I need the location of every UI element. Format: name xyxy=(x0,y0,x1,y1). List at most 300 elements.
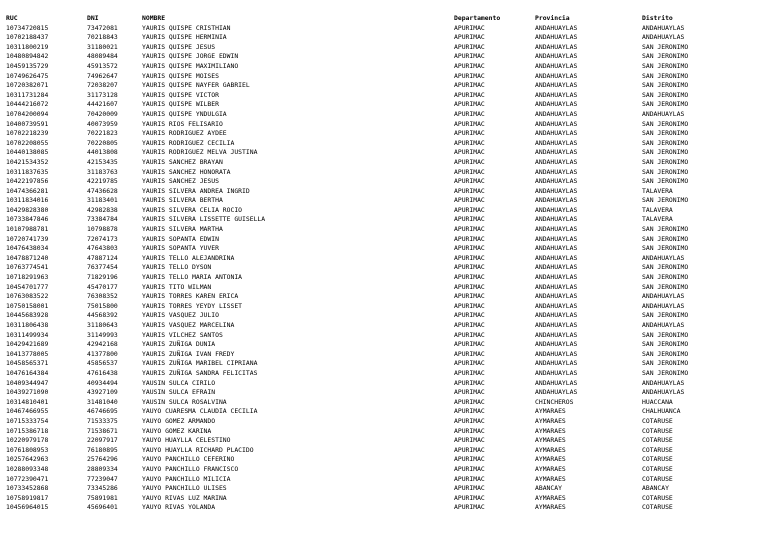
dni-cell: 31173128 xyxy=(87,90,118,99)
nombre-cell: YAURIS TELLO DYSON xyxy=(142,263,212,272)
distrito-cell: ANDAHUAYLAS xyxy=(642,33,685,42)
ruc-cell: 10476438034 xyxy=(6,244,49,253)
table-row xyxy=(6,187,756,197)
distrito-cell: SAN JERONIMO xyxy=(642,119,689,128)
dni-cell: 31481040 xyxy=(87,397,118,406)
dni-cell: 43927109 xyxy=(87,388,118,397)
departamento-cell: APURIMAC xyxy=(454,301,485,310)
dni-cell: 73384784 xyxy=(87,215,118,224)
departamento-cell: APURIMAC xyxy=(454,416,485,425)
distrito-cell: SAN JERONIMO xyxy=(642,42,689,51)
nombre-cell: YAURIS TELLO MARIA ANTONIA xyxy=(142,273,243,282)
provincia-cell: ANDAHUAYLAS xyxy=(535,244,578,253)
nombre-cell: YAURIS TITO WILMAN xyxy=(142,282,212,291)
ruc-cell: 10257642963 xyxy=(6,455,49,464)
departamento-cell: APURIMAC xyxy=(454,33,485,42)
table-row xyxy=(6,263,756,273)
distrito-cell: SAN JERONIMO xyxy=(642,52,689,61)
provincia-cell: ANDAHUAYLAS xyxy=(535,186,578,195)
nombre-cell: YAURIS QUISPE MAXIMILIANO xyxy=(142,61,239,70)
departamento-cell: APURIMAC xyxy=(454,464,485,473)
table-row xyxy=(6,110,756,120)
table-row xyxy=(6,72,756,82)
nombre-cell: YAURIS SANCHEZ BRAYAN xyxy=(142,157,223,166)
ruc-cell: 10720382071 xyxy=(6,81,49,90)
ruc-cell: 10715333754 xyxy=(6,416,49,425)
table-row xyxy=(6,215,756,225)
dni-cell: 31180643 xyxy=(87,321,118,329)
nombre-cell: YAURIS QUISPE CRISTHIAN xyxy=(142,23,231,32)
ruc-cell: 10476164384 xyxy=(6,368,49,377)
nombre-cell: YAUYO PANCHILLO FRANCISCO xyxy=(142,464,239,473)
ruc-cell: 10444216072 xyxy=(6,100,49,109)
dni-cell: 44013808 xyxy=(87,148,118,157)
table-row xyxy=(6,465,756,475)
distrito-cell: SAN JERONIMO xyxy=(642,234,689,243)
distrito-cell: COTARUSE xyxy=(642,474,673,483)
ruc-cell: 10704200094 xyxy=(6,109,49,118)
ruc-cell: 10413778005 xyxy=(6,349,49,358)
nombre-cell: YAURIS ZUÑIGA DUNIA xyxy=(142,340,216,349)
distrito-cell: HUACCANA xyxy=(642,397,673,406)
ruc-cell: 10750158001 xyxy=(6,301,49,310)
table-body xyxy=(6,24,756,513)
table-row xyxy=(6,494,756,504)
dni-cell: 45696401 xyxy=(87,503,118,512)
provincia-cell: AYMARAES xyxy=(535,493,566,502)
dni-cell: 76377454 xyxy=(87,263,118,272)
header-ruc: RUC xyxy=(6,14,18,22)
provincia-cell: ANDAHUAYLAS xyxy=(535,225,578,234)
distrito-cell: SAN JERONIMO xyxy=(642,340,689,349)
distrito-cell: SAN JERONIMO xyxy=(642,138,689,147)
ruc-cell: 10409344947 xyxy=(6,378,49,387)
nombre-cell: YAURIS ZUÑIGA SANDRA FELICITAS xyxy=(142,368,258,377)
departamento-cell: APURIMAC xyxy=(454,263,485,272)
ruc-cell: 10311800219 xyxy=(6,42,49,51)
provincia-cell: AYMARAES xyxy=(535,416,566,425)
ruc-cell: 10314810401 xyxy=(6,397,49,406)
provincia-cell: ANDAHUAYLAS xyxy=(535,148,578,157)
header-departamento: Departamento xyxy=(454,14,501,22)
provincia-cell: ANDAHUAYLAS xyxy=(535,301,578,310)
nombre-cell: YAURIS RIOS FELISARIO xyxy=(142,119,223,128)
ruc-cell: 10429421689 xyxy=(6,340,49,349)
departamento-cell: APURIMAC xyxy=(454,253,485,262)
departamento-cell: APURIMAC xyxy=(454,81,485,90)
ruc-cell: 10439271090 xyxy=(6,388,49,397)
nombre-cell: YAURIS RODRIGUEZ MELVA JUSTINA xyxy=(142,148,258,157)
distrito-cell: COTARUSE xyxy=(642,455,673,464)
provincia-cell: AYMARAES xyxy=(535,426,566,435)
table-row xyxy=(6,139,756,149)
table-row xyxy=(6,283,756,293)
provincia-cell: ANDAHUAYLAS xyxy=(535,119,578,128)
provincia-cell: ANDAHUAYLAS xyxy=(535,81,578,90)
ruc-cell: 10458565371 xyxy=(6,359,49,368)
ruc-cell: 10220979178 xyxy=(6,436,49,445)
dni-cell: 45856537 xyxy=(87,359,118,368)
departamento-cell: APURIMAC xyxy=(454,378,485,387)
ruc-cell: 10718291963 xyxy=(6,273,49,282)
provincia-cell: ANDAHUAYLAS xyxy=(535,167,578,176)
provincia-cell: ANDAHUAYLAS xyxy=(535,359,578,368)
distrito-cell: COTARUSE xyxy=(642,503,673,512)
departamento-cell: APURIMAC xyxy=(454,292,485,301)
nombre-cell: YAURIS RODRIGUEZ CECILIA xyxy=(142,138,235,147)
nombre-cell: YAURIS QUISPE MOISES xyxy=(142,71,219,80)
distrito-cell: SAN JERONIMO xyxy=(642,129,689,138)
nombre-cell: YAUSIN SULCA CIRILO xyxy=(142,378,216,387)
dni-cell: 70221823 xyxy=(87,129,118,138)
departamento-cell: APURIMAC xyxy=(454,177,485,186)
table-row xyxy=(6,427,756,437)
provincia-cell: ANDAHUAYLAS xyxy=(535,292,578,301)
nombre-cell: YAURIS ZUÑIGA MARIBEL CIPRIANA xyxy=(142,359,258,368)
nombre-cell: YAURIS QUISPE VICTOR xyxy=(142,90,219,99)
table-row xyxy=(6,359,756,369)
distrito-cell: COTARUSE xyxy=(642,426,673,435)
provincia-cell: AYMARAES xyxy=(535,455,566,464)
table-row xyxy=(6,43,756,53)
nombre-cell: YAURIS SOPANTA EDWIN xyxy=(142,234,219,243)
table-row xyxy=(6,244,756,254)
dni-cell: 40934494 xyxy=(87,378,118,387)
table-row xyxy=(6,52,756,62)
departamento-cell: APURIMAC xyxy=(454,61,485,70)
table-row xyxy=(6,407,756,417)
ruc-cell: 10478871240 xyxy=(6,253,49,262)
dni-cell: 31183763 xyxy=(87,167,118,176)
departamento-cell: APURIMAC xyxy=(454,426,485,435)
provincia-cell: ANDAHUAYLAS xyxy=(535,138,578,147)
distrito-cell: SAN JERONIMO xyxy=(642,225,689,234)
distrito-cell: TALAVERA xyxy=(642,186,673,195)
table-row xyxy=(6,311,756,321)
distrito-cell: SAN JERONIMO xyxy=(642,81,689,90)
dni-cell: 76180895 xyxy=(87,445,118,454)
departamento-cell: APURIMAC xyxy=(454,359,485,368)
dni-cell: 40073959 xyxy=(87,119,118,128)
departamento-cell: APURIMAC xyxy=(454,484,485,493)
distrito-cell: SAN JERONIMO xyxy=(642,61,689,70)
nombre-cell: YAUSIN SULCA EFRAIN xyxy=(142,388,216,397)
nombre-cell: YAURIS QUISPE WILBER xyxy=(142,100,219,109)
departamento-cell: APURIMAC xyxy=(454,148,485,157)
nombre-cell: YAURIS SILVERA BERTHA xyxy=(142,196,223,205)
departamento-cell: APURIMAC xyxy=(454,445,485,454)
table-row xyxy=(6,148,756,158)
ruc-cell: 10440138085 xyxy=(6,148,49,157)
dni-cell: 48089484 xyxy=(87,52,118,61)
dni-cell: 46746695 xyxy=(87,407,118,416)
table-row xyxy=(6,436,756,446)
provincia-cell: ANDAHUAYLAS xyxy=(535,129,578,138)
table-header-row xyxy=(6,14,756,24)
dni-cell: 42982838 xyxy=(87,205,118,214)
nombre-cell: YAURIS TORRES KAREN ERICA xyxy=(142,292,239,301)
distrito-cell: ANDAHUAYLAS xyxy=(642,109,685,118)
distrito-cell: ANDAHUAYLAS xyxy=(642,292,685,301)
table-row xyxy=(6,196,756,206)
departamento-cell: APURIMAC xyxy=(454,138,485,147)
dni-cell: 44421607 xyxy=(87,100,118,109)
table-row xyxy=(6,302,756,312)
distrito-cell: CHALHUANCA xyxy=(642,407,681,416)
dni-cell: 76308352 xyxy=(87,292,118,301)
provincia-cell: AYMARAES xyxy=(535,474,566,483)
table-row xyxy=(6,484,756,494)
distrito-cell: SAN JERONIMO xyxy=(642,282,689,291)
table-row xyxy=(6,91,756,101)
dni-cell: 77239047 xyxy=(87,474,118,483)
provincia-cell: AYMARAES xyxy=(535,464,566,473)
header-distrito: Distrito xyxy=(642,14,673,22)
ruc-cell: 10763774541 xyxy=(6,263,49,272)
distrito-cell: ANDAHUAYLAS xyxy=(642,321,685,329)
table-row xyxy=(6,235,756,245)
departamento-cell: APURIMAC xyxy=(454,167,485,176)
departamento-cell: APURIMAC xyxy=(454,205,485,214)
nombre-cell: YAURIS TELLO ALEJANDRINA xyxy=(142,253,235,262)
dni-cell: 42942168 xyxy=(87,340,118,349)
ruc-cell: 10288093348 xyxy=(6,464,49,473)
ruc-cell: 10772390471 xyxy=(6,474,49,483)
distrito-cell: SAN JERONIMO xyxy=(642,330,689,339)
departamento-cell: APURIMAC xyxy=(454,282,485,291)
distrito-cell: ANDAHUAYLAS xyxy=(642,388,685,397)
departamento-cell: APURIMAC xyxy=(454,244,485,253)
ruc-cell: 10715386718 xyxy=(6,426,49,435)
departamento-cell: APURIMAC xyxy=(454,273,485,282)
table-row xyxy=(6,292,756,302)
dni-cell: 73345286 xyxy=(87,484,118,493)
departamento-cell: APURIMAC xyxy=(454,397,485,406)
provincia-cell: AYMARAES xyxy=(535,407,566,416)
provincia-cell: ANDAHUAYLAS xyxy=(535,263,578,272)
departamento-cell: APURIMAC xyxy=(454,129,485,138)
nombre-cell: YAURIS ZUÑIGA IVAN FREDY xyxy=(142,349,235,358)
dni-cell: 42219785 xyxy=(87,177,118,186)
nombre-cell: YAURIS QUISPE HERMINIA xyxy=(142,33,227,42)
provincia-cell: ANDAHUAYLAS xyxy=(535,33,578,42)
dni-cell: 70220805 xyxy=(87,138,118,147)
ruc-cell: 10758919817 xyxy=(6,493,49,502)
provincia-cell: AYMARAES xyxy=(535,445,566,454)
distrito-cell: SAN JERONIMO xyxy=(642,167,689,176)
nombre-cell: YAUYO PANCHILLO ULISES xyxy=(142,484,227,493)
nombre-cell: YAURIS SANCHEZ JESUS xyxy=(142,177,219,186)
dni-cell: 71538671 xyxy=(87,426,118,435)
departamento-cell: APURIMAC xyxy=(454,225,485,234)
provincia-cell: ANDAHUAYLAS xyxy=(535,340,578,349)
nombre-cell: YAUYO HUAYLLA RICHARD PLACIDO xyxy=(142,445,254,454)
departamento-cell: APURIMAC xyxy=(454,23,485,32)
records-table xyxy=(6,14,756,513)
distrito-cell: COTARUSE xyxy=(642,445,673,454)
provincia-cell: ANDAHUAYLAS xyxy=(535,177,578,186)
nombre-cell: YAUYO RIVAS LUZ MARINA xyxy=(142,493,227,502)
nombre-cell: YAURIS SILVERA MARTHA xyxy=(142,225,223,234)
nombre-cell: YAUYO PANCHILLO MILICIA xyxy=(142,474,231,483)
dni-cell: 74962647 xyxy=(87,71,118,80)
departamento-cell: APURIMAC xyxy=(454,368,485,377)
dni-cell: 41377800 xyxy=(87,349,118,358)
nombre-cell: YAUYO GOMEZ KARINA xyxy=(142,426,212,435)
dni-cell: 70420009 xyxy=(87,109,118,118)
distrito-cell: SAN JERONIMO xyxy=(642,244,689,253)
table-row xyxy=(6,177,756,187)
departamento-cell: APURIMAC xyxy=(454,215,485,224)
provincia-cell: ANDAHUAYLAS xyxy=(535,61,578,70)
ruc-cell: 10761808953 xyxy=(6,445,49,454)
distrito-cell: SAN JERONIMO xyxy=(642,71,689,80)
provincia-cell: ANDAHUAYLAS xyxy=(535,52,578,61)
nombre-cell: YAURIS QUISPE JORGE EDWIN xyxy=(142,52,239,61)
departamento-cell: APURIMAC xyxy=(454,436,485,445)
dni-cell: 75891981 xyxy=(87,493,118,502)
distrito-cell: SAN JERONIMO xyxy=(642,359,689,368)
distrito-cell: COTARUSE xyxy=(642,493,673,502)
departamento-cell: APURIMAC xyxy=(454,71,485,80)
table-row xyxy=(6,398,756,408)
ruc-cell: 10445683928 xyxy=(6,311,49,320)
departamento-cell: APURIMAC xyxy=(454,388,485,397)
dni-cell: 22097917 xyxy=(87,436,118,445)
table-row xyxy=(6,379,756,389)
departamento-cell: APURIMAC xyxy=(454,349,485,358)
departamento-cell: APURIMAC xyxy=(454,407,485,416)
provincia-cell: AYMARAES xyxy=(535,503,566,512)
nombre-cell: YAUSIN SULCA ROSALVINA xyxy=(142,397,227,406)
dni-cell: 70218843 xyxy=(87,33,118,42)
distrito-cell: SAN JERONIMO xyxy=(642,273,689,282)
ruc-cell: 10311837635 xyxy=(6,167,49,176)
nombre-cell: YAURIS QUISPE YNDULGIA xyxy=(142,109,227,118)
distrito-cell: TALAVERA xyxy=(642,205,673,214)
ruc-cell: 10421534352 xyxy=(6,157,49,166)
table-row xyxy=(6,369,756,379)
ruc-cell: 10311834016 xyxy=(6,196,49,205)
departamento-cell: APURIMAC xyxy=(454,321,485,329)
table-row xyxy=(6,81,756,91)
distrito-cell: ABANCAY xyxy=(642,484,669,493)
distrito-cell: COTARUSE xyxy=(642,464,673,473)
departamento-cell: APURIMAC xyxy=(454,340,485,349)
departamento-cell: APURIMAC xyxy=(454,330,485,339)
dni-cell: 28809334 xyxy=(87,464,118,473)
table-row xyxy=(6,168,756,178)
dni-cell: 73472081 xyxy=(87,23,118,32)
dni-cell: 44568392 xyxy=(87,311,118,320)
dni-cell: 71533375 xyxy=(87,416,118,425)
distrito-cell: ANDAHUAYLAS xyxy=(642,23,685,32)
header-provincia: Provincia xyxy=(535,14,570,22)
table-row xyxy=(6,503,756,513)
provincia-cell: ANDAHUAYLAS xyxy=(535,109,578,118)
table-row xyxy=(6,120,756,130)
provincia-cell: AYMARAES xyxy=(535,436,566,445)
distrito-cell: SAN JERONIMO xyxy=(642,90,689,99)
provincia-cell: ANDAHUAYLAS xyxy=(535,311,578,320)
provincia-cell: ANDAHUAYLAS xyxy=(535,253,578,262)
header-nombre: NOMBRE xyxy=(142,14,166,22)
ruc-cell: 10480894842 xyxy=(6,52,49,61)
ruc-cell: 10454701777 xyxy=(6,282,49,291)
distrito-cell: SAN JERONIMO xyxy=(642,311,689,320)
dni-cell: 31180021 xyxy=(87,42,118,51)
dni-cell: 10798878 xyxy=(87,225,118,234)
nombre-cell: YAURIS SOPANTA YUVER xyxy=(142,244,219,253)
departamento-cell: APURIMAC xyxy=(454,157,485,166)
ruc-cell: 10720741739 xyxy=(6,234,49,243)
departamento-cell: APURIMAC xyxy=(454,52,485,61)
provincia-cell: ANDAHUAYLAS xyxy=(535,42,578,51)
table-row xyxy=(6,225,756,235)
departamento-cell: APURIMAC xyxy=(454,493,485,502)
ruc-cell: 10734720815 xyxy=(6,23,49,32)
dni-cell: 31149993 xyxy=(87,330,118,339)
departamento-cell: APURIMAC xyxy=(454,100,485,109)
ruc-cell: 10107988781 xyxy=(6,225,49,234)
provincia-cell: ANDAHUAYLAS xyxy=(535,90,578,99)
ruc-cell: 10749626475 xyxy=(6,71,49,80)
distrito-cell: ANDAHUAYLAS xyxy=(642,301,685,310)
provincia-cell: ANDAHUAYLAS xyxy=(535,330,578,339)
nombre-cell: YAUYO RIVAS YOLANDA xyxy=(142,503,216,512)
departamento-cell: APURIMAC xyxy=(454,196,485,205)
dni-cell: 25764296 xyxy=(87,455,118,464)
table-row xyxy=(6,446,756,456)
nombre-cell: YAURIS SILVERA ANDREA INGRID xyxy=(142,186,250,195)
distrito-cell: TALAVERA xyxy=(642,215,673,224)
distrito-cell: SAN JERONIMO xyxy=(642,177,689,186)
table-row xyxy=(6,475,756,485)
provincia-cell: ANDAHUAYLAS xyxy=(535,368,578,377)
provincia-cell: ANDAHUAYLAS xyxy=(535,321,578,329)
departamento-cell: APURIMAC xyxy=(454,503,485,512)
nombre-cell: YAUYO PANCHILLO CEFERINO xyxy=(142,455,235,464)
ruc-cell: 10763083522 xyxy=(6,292,49,301)
departamento-cell: APURIMAC xyxy=(454,109,485,118)
ruc-cell: 10702218239 xyxy=(6,129,49,138)
provincia-cell: CHINCHEROS xyxy=(535,397,574,406)
nombre-cell: YAUYO GOMEZ ARMANDO xyxy=(142,416,216,425)
nombre-cell: YAUYO HUAYLLA CELESTINO xyxy=(142,436,231,445)
header-dni: DNI xyxy=(87,14,99,22)
table-row xyxy=(6,417,756,427)
distrito-cell: COTARUSE xyxy=(642,416,673,425)
distrito-cell: SAN JERONIMO xyxy=(642,368,689,377)
distrito-cell: SAN JERONIMO xyxy=(642,148,689,157)
dni-cell: 72038207 xyxy=(87,81,118,90)
ruc-cell: 10733847846 xyxy=(6,215,49,224)
table-row xyxy=(6,331,756,341)
ruc-cell: 10311499934 xyxy=(6,330,49,339)
ruc-cell: 10429828380 xyxy=(6,205,49,214)
provincia-cell: ANDAHUAYLAS xyxy=(535,378,578,387)
nombre-cell: YAURIS VILCHEZ SANTOS xyxy=(142,330,223,339)
provincia-cell: ABANCAY xyxy=(535,484,562,493)
table-row xyxy=(6,340,756,350)
provincia-cell: ANDAHUAYLAS xyxy=(535,282,578,291)
ruc-cell: 10311731284 xyxy=(6,90,49,99)
departamento-cell: APURIMAC xyxy=(454,186,485,195)
table-row xyxy=(6,33,756,43)
ruc-cell: 10400739591 xyxy=(6,119,49,128)
table-row xyxy=(6,350,756,360)
dni-cell: 71829196 xyxy=(87,273,118,282)
